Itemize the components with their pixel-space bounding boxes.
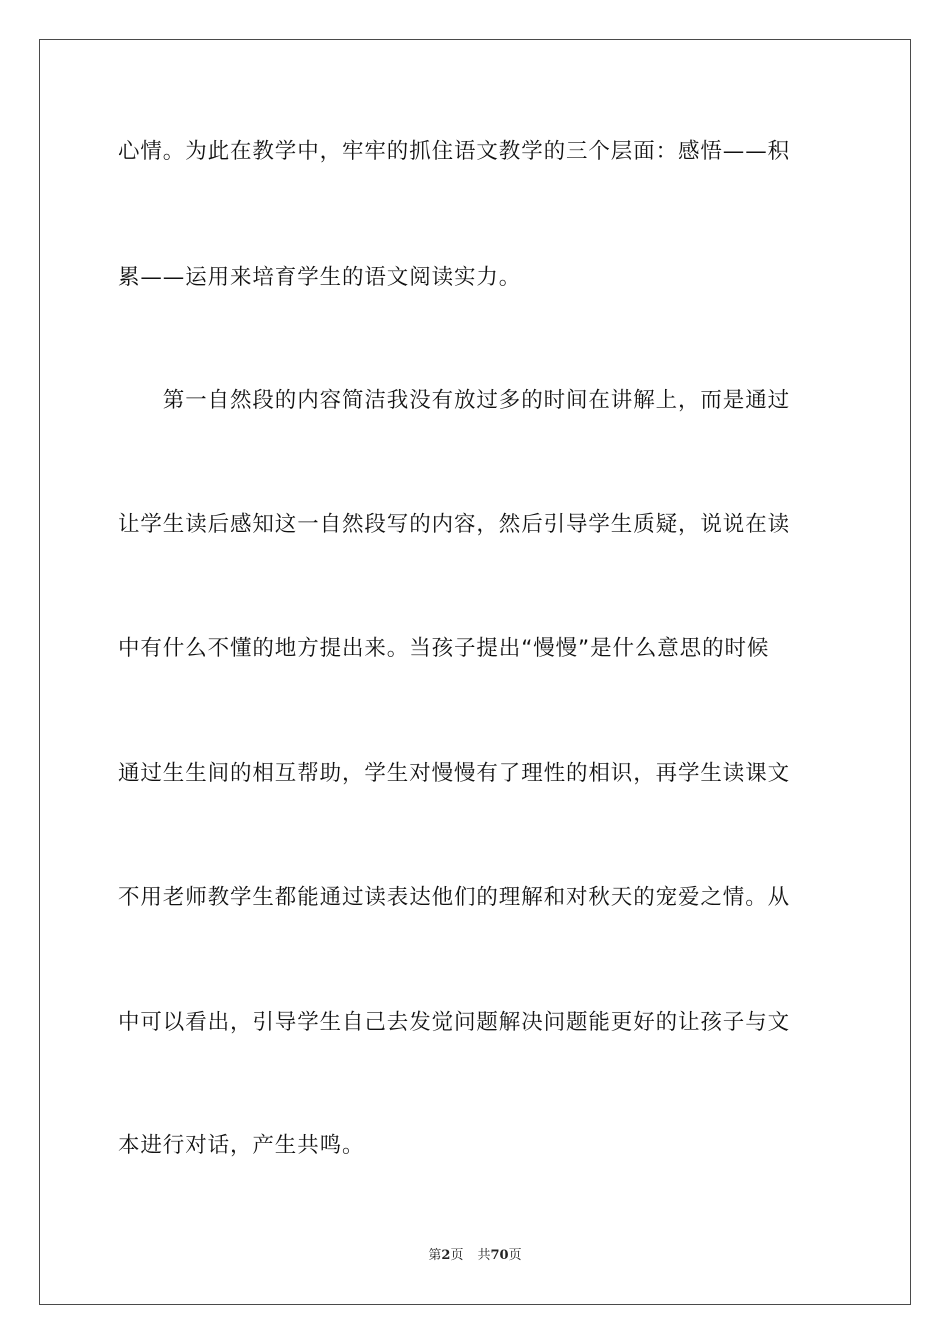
body-line-4: 让学生读后感知这一自然段写的内容，然后引导学生质疑，说说在读: [118, 512, 791, 537]
body-line-2: 累——运用来培育学生的语文阅读实力。: [118, 265, 522, 290]
footer-total-prefix: 共: [477, 1248, 491, 1263]
page-border: [39, 39, 911, 1305]
body-line-3: 第一自然段的内容简洁我没有放过多的时间在讲解上，而是通过: [118, 388, 791, 413]
body-line-7: 不用老师教学生都能通过读表达他们的理解和对秋天的宠爱之情。从: [118, 885, 791, 910]
body-line-5: 中有什么不懂的地方提出来。当孩子提出“慢慢”是什么意思的时候: [118, 636, 770, 661]
footer-total-number: 70: [490, 1248, 509, 1263]
body-line-6: 通过生生间的相互帮助，学生对慢慢有了理性的相识，再学生读课文: [118, 761, 791, 786]
body-line-1: 心情。为此在教学中，牢牢的抓住语文教学的三个层面：感悟——积: [118, 139, 791, 164]
footer-total-suffix: 页: [508, 1248, 522, 1263]
page-footer: [0, 1247, 950, 1265]
footer-page-prefix: 第: [428, 1248, 442, 1263]
body-line-9: 本进行对话，产生共鸣。: [118, 1133, 365, 1158]
body-line-8: 中可以看出，引导学生自己去发觉问题解决问题能更好的让孩子与文: [118, 1010, 791, 1035]
footer-page-number: 2: [441, 1248, 451, 1263]
footer-page-suffix: 页: [450, 1248, 464, 1263]
